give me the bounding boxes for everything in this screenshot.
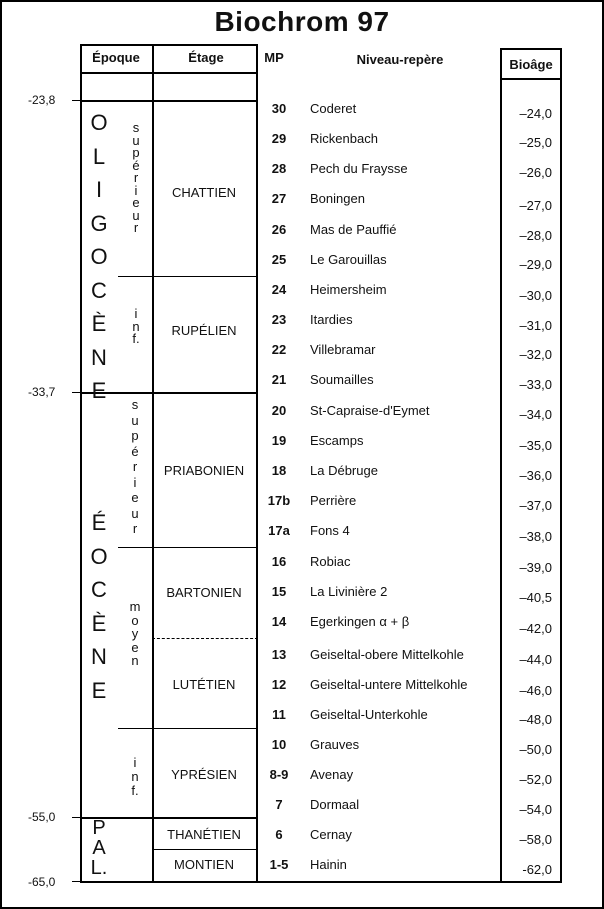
tick-33-7 <box>72 392 82 393</box>
line-23-8 <box>80 100 258 102</box>
header-mp: MP <box>264 50 284 65</box>
bioage-value: –36,0 <box>519 468 552 483</box>
bioage-value: –34,0 <box>519 407 552 422</box>
side-age-2: -33,7 <box>28 385 56 399</box>
etage-priabonien: PRIABONIEN <box>163 463 245 478</box>
mp-value: 13 <box>271 647 287 662</box>
etage-thanetien: THANÉTIEN <box>167 827 241 842</box>
bioage-value: –30,0 <box>519 288 552 303</box>
header-bottom <box>80 72 258 74</box>
epoch-oligocene: O L I G O C È N E <box>90 110 108 403</box>
niveau-repere: Escamps <box>310 433 364 448</box>
page-title: Biochrom 97 <box>214 6 390 37</box>
line-lutetien-ypresien <box>118 728 258 729</box>
bioage-value: –40,5 <box>519 590 552 605</box>
tick-65-0 <box>72 881 82 882</box>
niveau-repere: Geiseltal-obere Mittelkohle <box>310 647 464 662</box>
etage-chattien: CHATTIEN <box>171 185 237 200</box>
mp-value: 26 <box>271 222 287 237</box>
bioage-value: –35,0 <box>519 438 552 453</box>
bioage-value: –37,0 <box>519 498 552 513</box>
mp-value: 17a <box>268 523 290 538</box>
bioage-value: –26,0 <box>519 165 552 180</box>
bioage-value: –32,0 <box>519 347 552 362</box>
mp-value: 16 <box>271 554 287 569</box>
bioage-value: –58,0 <box>519 832 552 847</box>
niveau-repere: Egerkingen α + β <box>310 614 410 629</box>
mp-value: 20 <box>271 403 287 418</box>
niveau-repere: St-Capraise-d'Eymet <box>310 403 430 418</box>
side-age-1: -23,8 <box>28 93 56 107</box>
mp-value: 1-5 <box>269 857 289 872</box>
etage-montien: MONTIEN <box>174 857 234 872</box>
bioage-value: -62,0 <box>522 862 552 877</box>
mp-value: 19 <box>271 433 287 448</box>
epoch-paleocene: P A L. <box>90 817 108 879</box>
mp-value: 7 <box>275 797 283 812</box>
niveau-repere: La Livinière 2 <box>310 584 388 599</box>
mp-value: 22 <box>271 342 287 357</box>
bioage-value: –28,0 <box>519 228 552 243</box>
niveau-repere: Perrière <box>310 493 357 508</box>
header-niveau-repere: Niveau-repère <box>356 52 444 67</box>
bioage-top <box>500 48 562 50</box>
mp-value: 23 <box>271 312 287 327</box>
niveau-repere: Grauves <box>310 737 360 752</box>
mp-value: 18 <box>271 463 287 478</box>
line-chattien-rupelien <box>118 276 258 277</box>
bioage-value: –54,0 <box>519 802 552 817</box>
mp-value: 10 <box>271 737 287 752</box>
bioage-value: –39,0 <box>519 560 552 575</box>
niveau-repere: Geiseltal-untere Mittelkohle <box>310 677 468 692</box>
bioage-value: –27,0 <box>519 198 552 213</box>
bioage-value: –24,0 <box>519 106 552 121</box>
bioage-value: –33,0 <box>519 377 552 392</box>
etage-bartonien: BARTONIEN <box>166 585 242 600</box>
line-thanetien-montien <box>152 849 258 850</box>
bioage-value: –52,0 <box>519 772 552 787</box>
line-bartonien-lutetien <box>152 638 258 639</box>
mp-value: 28 <box>271 161 287 176</box>
bioage-header-bottom <box>500 78 562 80</box>
table-border-left <box>80 44 82 883</box>
bioage-value: –42,0 <box>519 621 552 636</box>
niveau-repere: La Débruge <box>310 463 378 478</box>
niveau-repere: Itardies <box>310 312 353 327</box>
niveau-repere: Robiac <box>310 554 351 569</box>
niveau-repere: Soumailles <box>310 372 374 387</box>
mp-value: 12 <box>271 677 287 692</box>
bioage-value: –48,0 <box>519 712 552 727</box>
subepoch-oligocene-superieur: s u p é r i e u r <box>132 120 140 235</box>
niveau-repere: Hainin <box>310 857 347 872</box>
header-etage: Étage <box>188 50 224 65</box>
niveau-repere: Mas de Pauffié <box>310 222 397 237</box>
side-age-4: -65,0 <box>28 875 56 889</box>
bioage-value: –25,0 <box>519 135 552 150</box>
niveau-repere: Geiseltal-Unterkohle <box>310 707 428 722</box>
mp-value: 11 <box>272 707 286 722</box>
niveau-repere: Coderet <box>310 101 357 116</box>
mp-value: 17b <box>267 493 291 508</box>
mp-value: 29 <box>271 131 287 146</box>
mp-value: 27 <box>271 191 287 206</box>
bioage-value: –38,0 <box>519 529 552 544</box>
table-top <box>80 44 258 46</box>
etage-lutetien: LUTÉTIEN <box>172 677 236 692</box>
subepoch-eocene-inf: i n f. <box>131 755 139 798</box>
niveau-repere: Pech du Fraysse <box>310 161 408 176</box>
etage-ypresien: YPRÉSIEN <box>171 767 237 782</box>
mp-value: 6 <box>275 827 283 842</box>
niveau-repere: Boningen <box>310 191 365 206</box>
mp-value: 30 <box>271 101 287 116</box>
header-bioage: Bioâge <box>509 57 553 72</box>
niveau-repere: Cernay <box>310 827 352 842</box>
etage-rupelien: RUPÉLIEN <box>171 323 237 338</box>
header-epoque: Époque <box>92 50 140 65</box>
niveau-repere: Villebramar <box>310 342 376 357</box>
bioage-value: –31,0 <box>519 318 552 333</box>
line-priabonien-bartonien <box>118 547 258 548</box>
bioage-value: –44,0 <box>519 652 552 667</box>
mp-value: 8-9 <box>269 767 289 782</box>
bioage-value: –46,0 <box>519 683 552 698</box>
bioage-value: –29,0 <box>519 257 552 272</box>
niveau-repere: Avenay <box>310 767 354 782</box>
mp-value: 14 <box>271 614 287 629</box>
subepoch-eocene-moyen: m o y e n <box>129 599 141 668</box>
niveau-repere: Rickenbach <box>310 131 378 146</box>
niveau-repere: Dormaal <box>310 797 360 812</box>
niveau-repere: Le Garouillas <box>310 252 387 267</box>
side-age-3: -55,0 <box>28 810 56 824</box>
mp-value: 24 <box>271 282 287 297</box>
tick-55-0 <box>72 817 82 818</box>
table-divider-mp <box>256 44 258 883</box>
bioage-value: –50,0 <box>519 742 552 757</box>
niveau-repere: Fons 4 <box>310 523 350 538</box>
epoch-eocene: É O C È N E <box>90 510 108 703</box>
subepoch-eocene-superieur: s u p é r i e u r <box>131 397 139 536</box>
mp-value: 25 <box>271 252 287 267</box>
mp-value: 21 <box>271 372 287 387</box>
subepoch-oligocene-inf: i n f. <box>132 306 140 346</box>
mp-value: 15 <box>271 584 287 599</box>
tick-23-8 <box>72 100 82 101</box>
niveau-repere: Heimersheim <box>310 282 387 297</box>
